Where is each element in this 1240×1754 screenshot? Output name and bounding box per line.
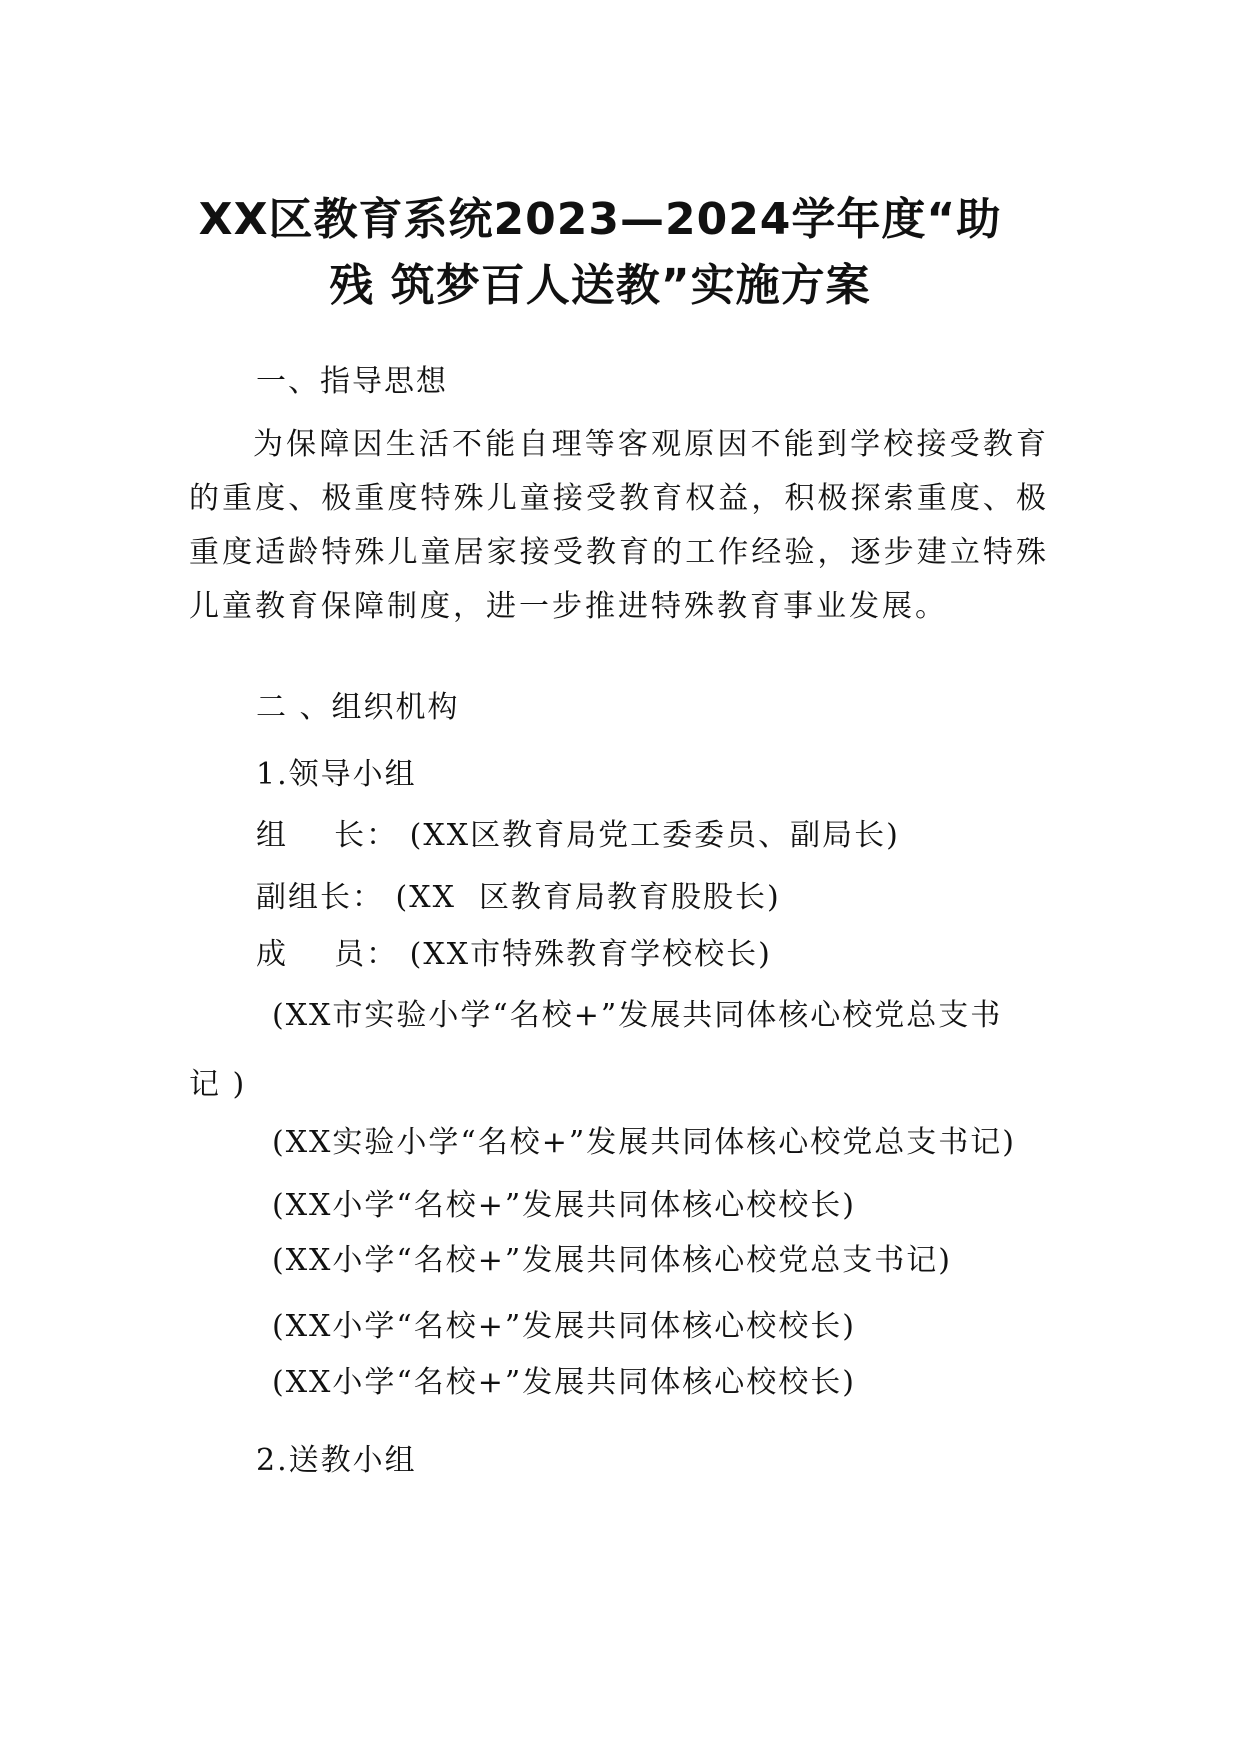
subsection-heading-teaching-group: 2.送教小组: [256, 1443, 417, 1478]
document-title-line-2: 残 筑梦百人送教”实施方案: [329, 260, 871, 311]
leader-line: 组 长： (XX区教育局党工委委员、副局长): [256, 818, 900, 853]
document-title-line-1: XX区教育系统2023—2024学年度“助: [198, 194, 1002, 245]
member-entry-5: (XX小学“名校+”发展共同体核心校党总支书记): [272, 1243, 952, 1278]
section-heading-organization: 二 、组织机构: [256, 690, 460, 725]
guiding-ideology-paragraph: 为保障因生活不能自理等客观原因不能到学校接受教育的重度、极重度特殊儿童接受教育权益，积极探索重度、极重度适龄特殊儿童居家接受教育的工作经验，逐步建立特殊儿童教育保障制度，进一步推进特殊教育事业发展。: [189, 427, 1049, 624]
member-entry-2b: 记 ): [189, 1067, 247, 1102]
subsection-heading-leadership-group: 1.领导小组: [256, 757, 417, 792]
section-heading-guiding-ideology: 一、指导思想: [256, 364, 448, 399]
member-entry-6: (XX小学“名校+”发展共同体核心校校长): [272, 1309, 856, 1344]
member-entry-3: (XX实验小学“名校+”发展共同体核心校党总支书记): [272, 1125, 1016, 1160]
deputy-leader-line: 副组长： (XX 区教育局教育股股长): [256, 880, 781, 915]
member-entry-2a: (XX市实验小学“名校+”发展共同体核心校党总支书: [272, 998, 1003, 1033]
member-entry-7: (XX小学“名校+”发展共同体核心校校长): [272, 1365, 856, 1400]
member-line: 成 员： (XX市特殊教育学校校长): [256, 937, 772, 972]
member-entry-4: (XX小学“名校+”发展共同体核心校校长): [272, 1188, 856, 1223]
